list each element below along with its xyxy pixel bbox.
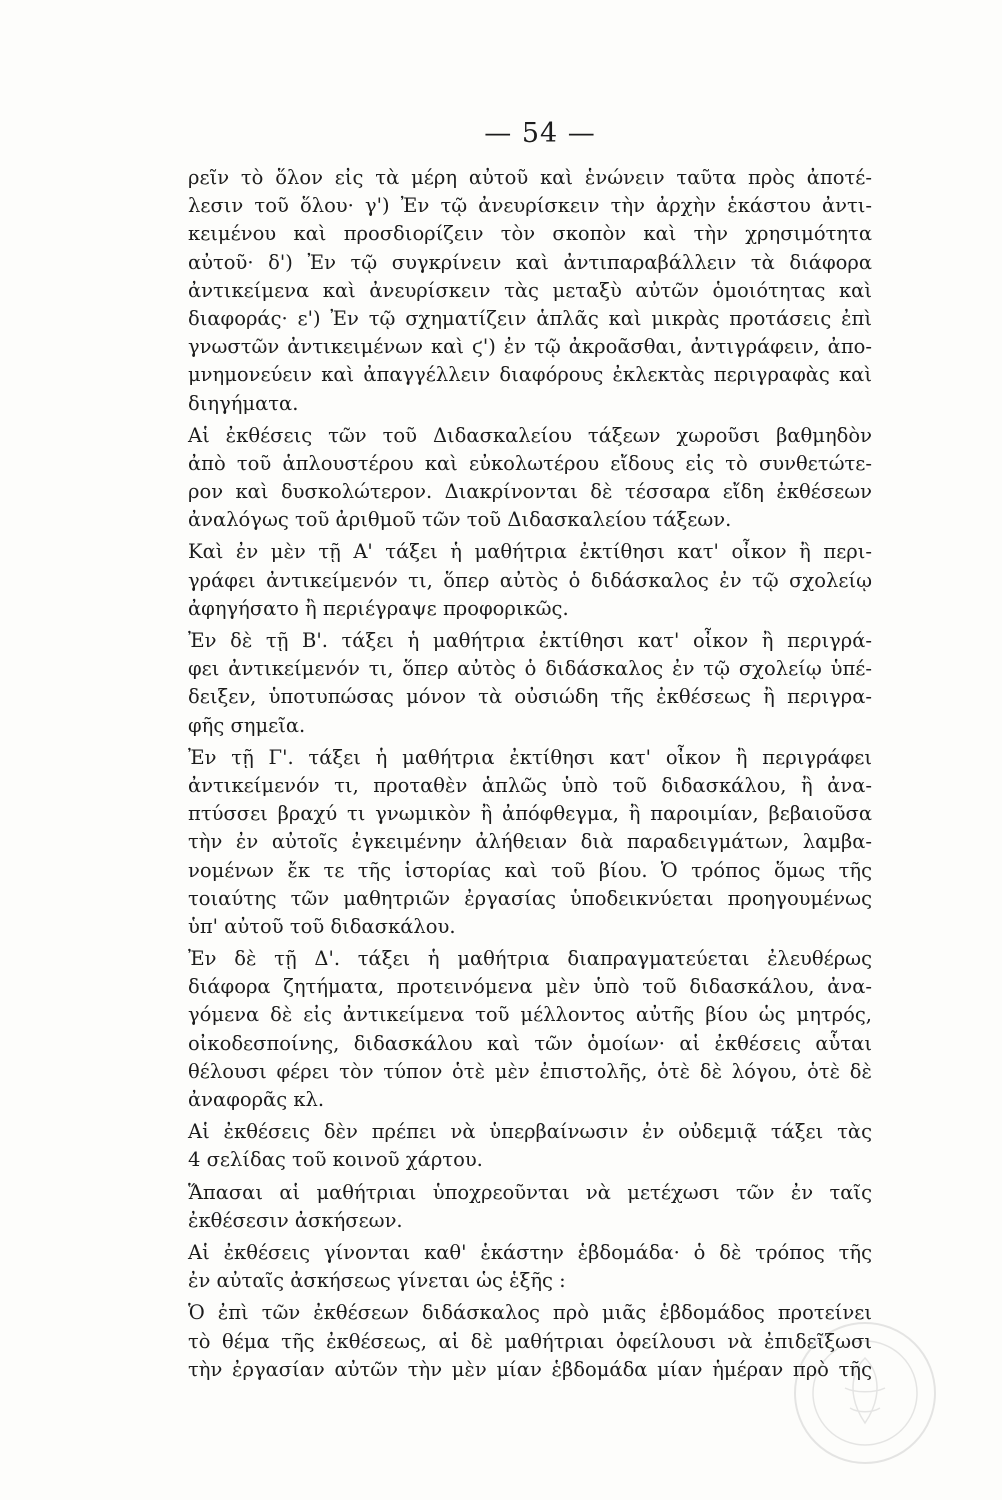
text-line: νομένων ἔκ τε τῆς ἱστορίας καὶ τοῦ βίου. Ὁ τρόπος ὅμως τῆς xyxy=(188,858,872,882)
text-line: πτύσσει βραχύ τι γνωμικὸν ἢ ἀπόφθεγμα, ἢ παροιμίαν, βεβαιοῦσα xyxy=(188,802,872,826)
text-line: Αἱ ἐκθέσεις γίνονται καθ' ἑκάστην ἑβδομάδα· ὁ δὲ τρόπος τῆς xyxy=(188,1240,872,1264)
text-line: τοιαύτης τῶν μαθητριῶν ἐργασίας ὑποδεικνύεται προηγουμένως xyxy=(188,886,872,910)
text-line: γόμενα δὲ εἰς ἀντικείμενα τοῦ μέλλοντος αὐτῆς βίου ὡς μητρός, xyxy=(188,1003,872,1027)
text-line: διάφορα ζητήματα, προτεινόμενα μὲν ὑπὸ τοῦ διδασκάλου, ἀνα- xyxy=(188,975,872,999)
text-line: φῆς σημεῖα. xyxy=(188,713,306,737)
text-line: τὴν ἐν αὐτοῖς ἐγκειμένην ἀλήθειαν διὰ παραδειγμάτων, λαμβα- xyxy=(188,830,872,854)
text-line: οἰκοδεσποίνης, διδασκάλου καὶ τῶν ὁμοίων· αἱ ἐκθέσεις αὗται xyxy=(188,1031,872,1055)
text-line: τὸ θέμα τῆς ἐκθέσεως, αἱ δὲ μαθήτριαι ὀφείλουσι νὰ ἐπιδεῖξωσι xyxy=(188,1329,872,1353)
text-line: ἀναφορᾶς κλ. xyxy=(188,1088,325,1111)
text-line: ἀντικείμενόν τι, προταθὲν ἁπλῶς ὑπὸ τοῦ διδασκάλου, ἢ ἀνα- xyxy=(188,773,872,797)
library-seal-watermark xyxy=(790,1318,940,1468)
text-line: Καὶ ἐν μὲν τῇ Α' τάξει ἡ μαθήτρια ἐκτίθησι κατ' οἶκον ἢ περι- xyxy=(188,540,872,564)
text-line: τὴν ἐργασίαν αὐτῶν τὴν μὲν μίαν ἑβδομάδα μίαν ἡμέραν πρὸ τῆς xyxy=(188,1357,872,1381)
text-line: ἀπὸ τοῦ ἁπλουστέρου καὶ εὐκολωτέρου εἴδους εἰς τὸ συνθετώτε- xyxy=(188,451,872,475)
text-line: Αἱ ἐκθέσεις δὲν πρέπει νὰ ὑπερβαίνωσιν ἐν οὐδεμιᾷ τάξει τὰς xyxy=(188,1120,872,1144)
text-line: ἀντικείμενα καὶ ἀνευρίσκειν τὰς μεταξὺ αὐτῶν ὁμοιότητας καὶ xyxy=(188,278,872,302)
text-line: γράφει ἀντικείμενόν τι, ὅπερ αὐτὸς ὁ διδάσκαλος ἐν τῷ σχολείῳ xyxy=(188,568,872,592)
text-line: ἐν αὐταῖς ἀσκήσεως γίνεται ὡς ἑξῆς : xyxy=(188,1269,566,1293)
text-line: ὑπ' αὐτοῦ τοῦ διδασκάλου. xyxy=(188,914,456,938)
text-line: ἀφηγήσατο ἢ περιέγραψε προφορικῶς. xyxy=(188,596,569,620)
text-line: ἐκθέσεσιν ἀσκήσεων. xyxy=(188,1208,403,1232)
text-line: ἀναλόγως τοῦ ἀριθμοῦ τῶν τοῦ Διδασκαλείου τάξεων. xyxy=(188,508,732,532)
seal-icon xyxy=(790,1318,940,1468)
text-line: Ἐν δὲ τῇ Β'. τάξει ἡ μαθήτρια ἐκτίθησι κατ' οἶκον ἢ περιγρά- xyxy=(188,629,872,652)
text-line: Αἱ ἐκθέσεις τῶν τοῦ Διδασκαλείου τάξεων χωροῦσι βαθμηδὸν xyxy=(188,423,872,447)
text-line: αὐτοῦ· δ') Ἐν τῷ συγκρίνειν καὶ ἀντιπαραβάλλειν τὰ διάφορα xyxy=(188,250,872,274)
text-line: γνωστῶν ἀντικειμένων καὶ ϛ') ἐν τῷ ἀκροᾶσθαι, ἀντιγράφειν, ἀπο- xyxy=(188,335,872,359)
body-text xyxy=(188,164,872,1384)
text-line: ρον καὶ δυσκολώτερον. Διακρίνονται δὲ τέσσαρα εἴδη ἐκθέσεων xyxy=(188,480,872,504)
text-line: δειξεν, ὑποτυπώσας μόνον τὰ οὐσιώδη τῆς ἐκθέσεως ἢ περιγρα- xyxy=(188,685,872,709)
page-number: — 54 — xyxy=(484,118,596,149)
text-line: ρεῖν τὸ ὅλον εἰς τὰ μέρη αὐτοῦ καὶ ἑνώνειν ταῦτα πρὸς ἀποτέ- xyxy=(188,166,872,189)
text-line: διαφοράς· ε') Ἐν τῷ σχηματίζειν ἁπλᾶς καὶ μικρὰς προτάσεις ἐπὶ xyxy=(188,306,872,330)
text-line: φει ἀντικείμενόν τι, ὅπερ αὐτὸς ὁ διδάσκαλος ἐν τῷ σχολείῳ ὑπέ- xyxy=(188,657,872,681)
text-line: μνημονεύειν καὶ ἀπαγγέλλειν διαφόρους ἐκλεκτὰς περιγραφὰς καὶ xyxy=(188,363,872,387)
text-line: 4 σελίδας τοῦ κοινοῦ χάρτου. xyxy=(188,1148,483,1172)
text-line: διηγήματα. xyxy=(188,391,299,415)
text-line: λεσιν τοῦ ὅλου· γ') Ἐν τῷ ἀνευρίσκειν τὴν ἀρχὴν ἑκάστου ἀντι- xyxy=(188,194,872,218)
text-line: Ὁ ἐπὶ τῶν ἐκθέσεων διδάσκαλος πρὸ μιᾶς ἑβδομάδος προτείνει xyxy=(188,1301,872,1325)
text-line: Ἅπασαι αἱ μαθήτριαι ὑποχρεοῦνται νὰ μετέχωσι τῶν ἐν ταῖς xyxy=(188,1180,872,1204)
text-line: θέλουσι φέρει τὸν τύπον ὁτὲ μὲν ἐπιστολῆς, ὁτὲ δὲ λόγου, ὁτὲ δὲ xyxy=(188,1059,872,1083)
text-line: Ἐν δὲ τῇ Δ'. τάξει ἡ μαθήτρια διαπραγματεύεται ἐλευθέρως xyxy=(188,947,872,971)
text-line: κειμένου καὶ προσδιορίζειν τὸν σκοπὸν καὶ τὴν χρησιμότητα xyxy=(188,222,872,246)
text-line: Ἐν τῇ Γ'. τάξει ἡ μαθήτρια ἐκτίθησι κατ' οἶκον ἢ περιγράφει xyxy=(188,745,872,769)
